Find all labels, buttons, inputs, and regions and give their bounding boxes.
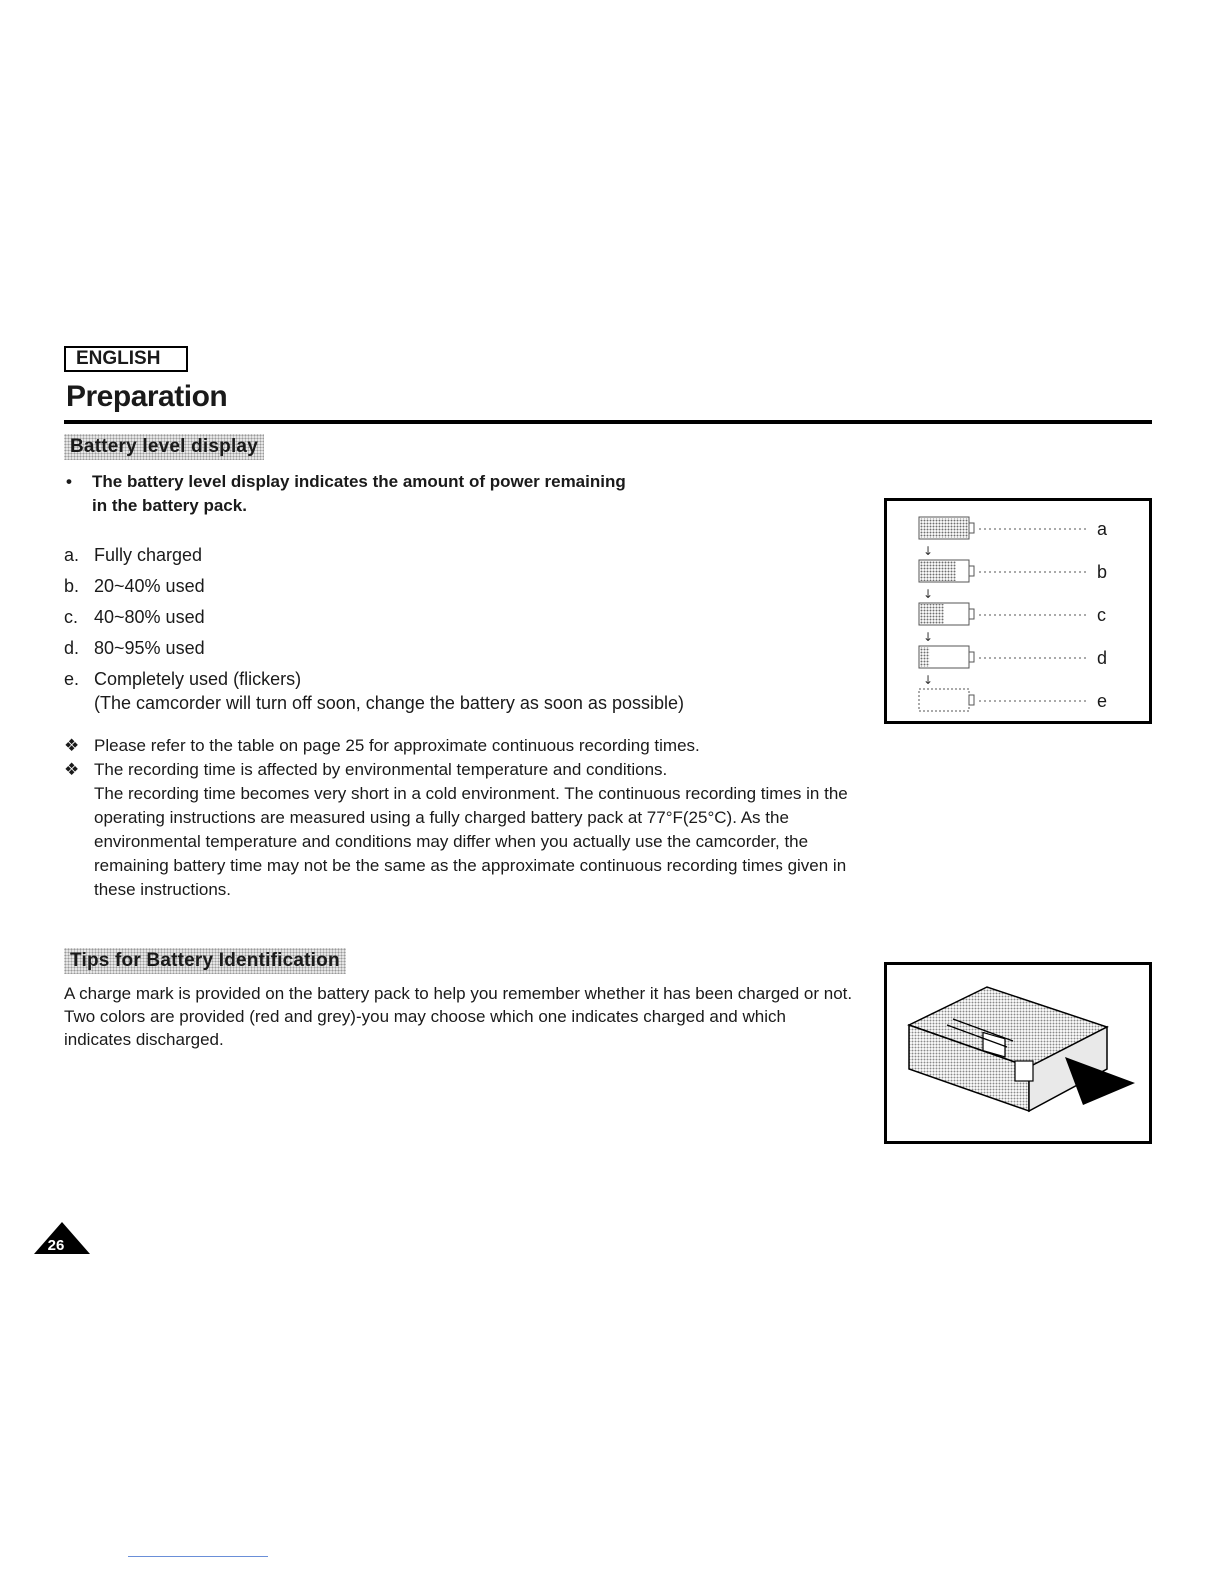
list-item: b. 20~40% used [64,576,205,596]
note-continuation: The recording time becomes very short in a cold environment. The continuous recording times in the operating instructions are measured using a fully charged battery pack at 77°F(25°C). As the environmental temperature and conditions may differ when you actually use the camcorder, the remaining battery time may not be the same as the approximate continuous recording times given in these instructions. [94,784,848,899]
note-item: ❖ The recording time is affected by environmental temperature and conditions. [64,758,854,782]
battery-label-b: b [1097,562,1108,582]
battery-level-intro [66,470,626,518]
intro-line-1: The battery level display indicates the amount of power remaining [92,472,626,491]
battery-pack-figure [884,962,1152,1144]
battery-tip-b [969,566,974,576]
battery-label-d: d [1097,648,1108,668]
recording-notes [64,734,854,902]
down-arrow-icon: ↓ [923,544,934,558]
down-arrow-icon: ↓ [923,587,934,601]
down-arrow-icon: ↓ [923,673,934,687]
battery-fill-d [920,647,930,667]
footer-line [128,1556,268,1557]
battery-label-e: e [1097,691,1108,711]
tips-paragraph-2: Two colors are provided (red and grey)-you may choose which one indicates charged and which indicates discharged. [64,1007,786,1049]
page-number: 26 [47,1237,65,1254]
intro-line-2: in the battery pack. [92,496,247,515]
page-number-marker [32,1220,92,1261]
battery-fill-a [920,518,968,538]
battery-tip-d [969,652,974,662]
down-arrow-icon: ↓ [923,630,934,644]
language-label: ENGLISH [64,346,188,372]
battery-level-heading: Battery level display [64,434,264,460]
tips-body [64,982,854,1051]
battery-fill-c [920,604,944,624]
item-e-note: (The camcorder will turn off soon, change the battery as soon as possible) [94,693,684,713]
battery-label-a: a [1097,519,1108,539]
tips-heading: Tips for Battery Identification [64,948,346,974]
battery-tip-a [969,523,974,533]
battery-fill-b [920,561,956,581]
battery-icon-e [919,689,969,711]
battery-level-figure [884,498,1152,724]
diamond-bullet-icon: ❖ [64,760,80,779]
battery-label-c: c [1097,605,1106,625]
battery-level-diagram [887,501,1149,721]
page-title: Preparation [66,380,228,413]
note-item: ❖ Please refer to the table on page 25 for approximate continuous recording times. [64,734,854,758]
battery-level-list [64,540,684,715]
list-item: c. 40~80% used [64,607,205,627]
list-item: e. Completely used (flickers) [64,669,302,689]
tips-paragraph-1: A charge mark is provided on the battery pack to help you remember whether it has been charged or not. [64,984,853,1003]
list-item: d. 80~95% used [64,638,205,658]
diamond-bullet-icon: ❖ [64,736,80,755]
title-rule [64,420,1152,424]
battery-pack-illustration [887,965,1149,1141]
battery-tip-c [969,609,974,619]
bullet-dot-icon: • [66,472,72,491]
list-item: a. Fully charged [64,545,203,565]
battery-tip-e [969,695,974,705]
